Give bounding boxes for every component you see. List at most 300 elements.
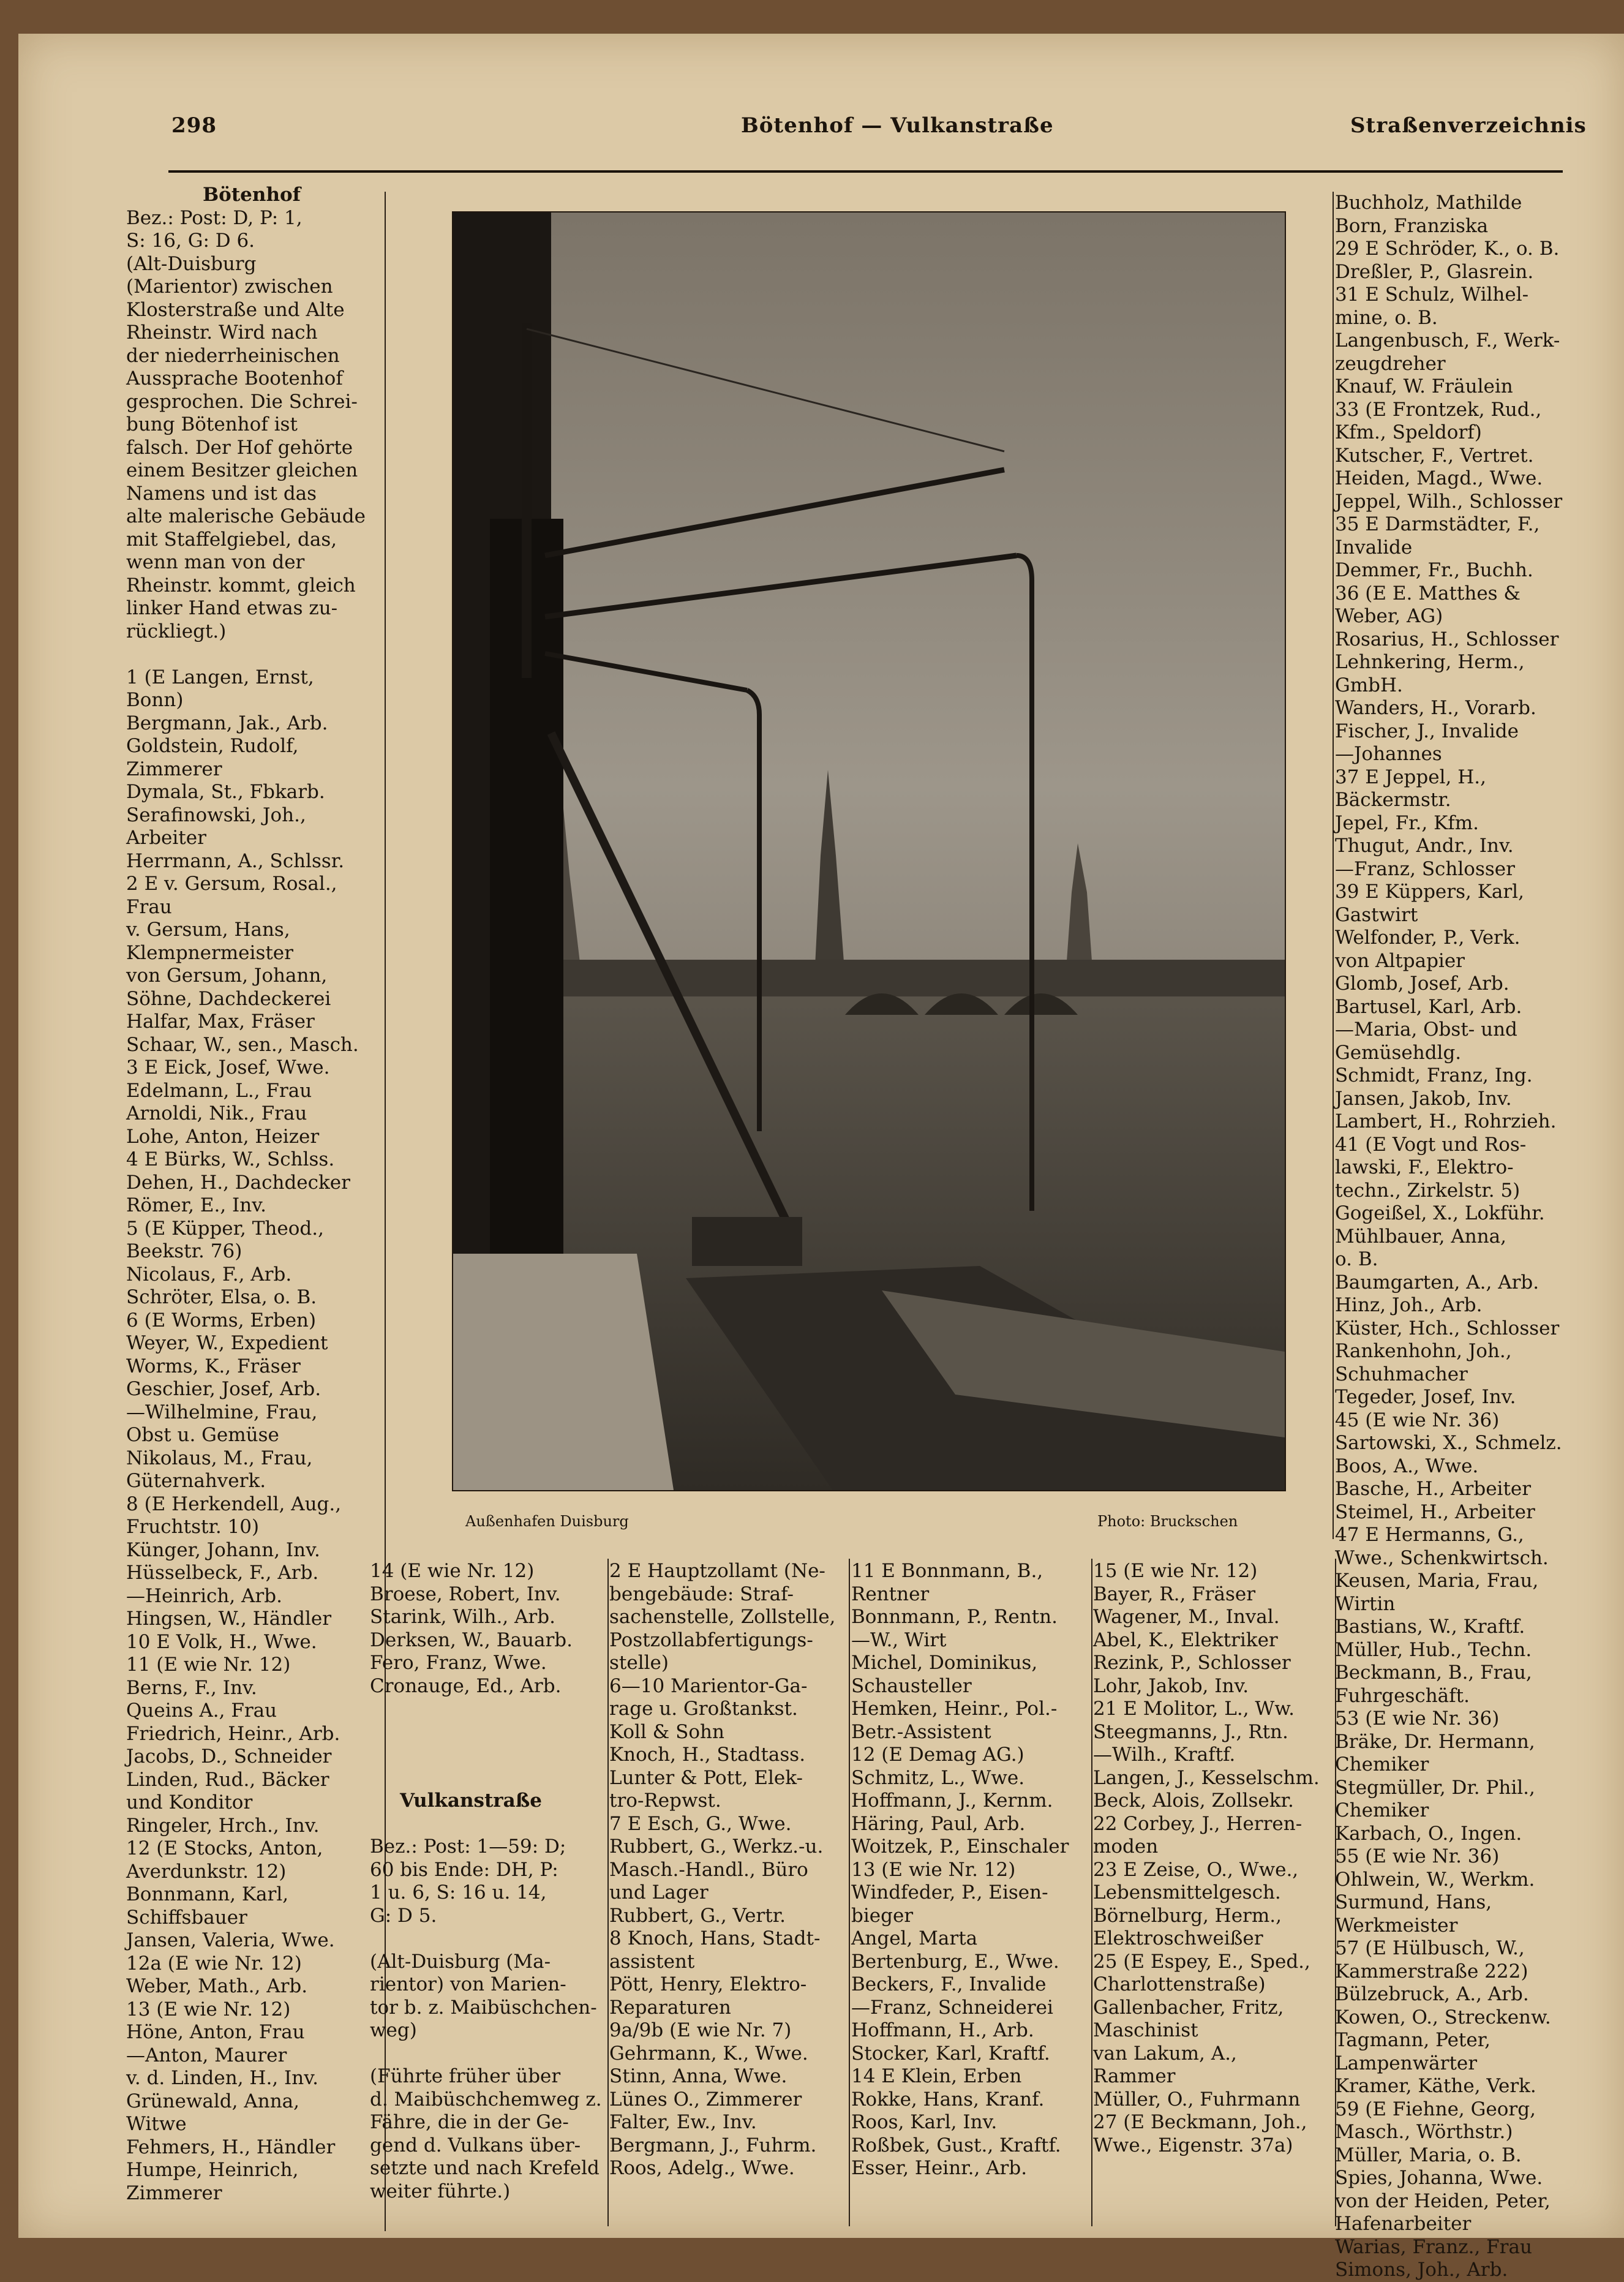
directory-line: 11 (E wie Nr. 12) [126, 1654, 291, 1676]
directory-line [370, 1813, 572, 1836]
directory-line: Lampenwärter [1335, 2052, 1478, 2074]
directory-line: 37 E Jeppel, H., [1335, 766, 1486, 788]
directory-line: —Wilhelmine, Frau, [126, 1401, 318, 1423]
directory-line: Serafinowski, Joh., [126, 804, 306, 826]
directory-line: Bülzebruck, A., Arb. [1335, 1983, 1529, 2005]
directory-line: techn., Zirkelstr. 5) [1335, 1179, 1521, 1202]
directory-line: 57 (E Hülbusch, W., [1335, 1937, 1525, 1959]
directory-line: Stinn, Anna, Wwe. [609, 2065, 788, 2087]
directory-line: tro-Repwst. [609, 1790, 721, 1812]
directory-line: Demmer, Fr., Buchh. [1335, 559, 1533, 581]
directory-line: Namens und ist das [126, 482, 317, 505]
directory-line: Stegmüller, Dr. Phil., [1335, 1776, 1535, 1799]
directory-line: —W., Wirt [851, 1629, 947, 1651]
directory-line: 10 E Volk, H., Wwe. [126, 1630, 317, 1653]
directory-line [370, 2043, 572, 2066]
directory-line: 11 E Bonnmann, B., [851, 1560, 1043, 1582]
directory-line: Fehmers, H., Händler [126, 2136, 336, 2158]
directory-line: Tagmann, Peter, [1335, 2029, 1491, 2051]
directory-line: rientor) von Marien- [370, 1973, 566, 1995]
directory-line: Rubbert, G., Vertr. [609, 1904, 786, 1927]
directory-line: Hingsen, W., Händler [126, 1608, 332, 1630]
directory-line: Edelmann, L., Frau [126, 1079, 312, 1102]
directory-line: Hafenarbeiter [1335, 2213, 1472, 2235]
directory-line: Reparaturen [609, 1996, 731, 2019]
directory-line: Klosterstraße und Alte [126, 298, 345, 321]
directory-line: Schmitz, L., Wwe. [851, 1766, 1025, 1789]
directory-line: Heiden, Magd., Wwe. [1335, 467, 1543, 489]
directory-line: Lohr, Jakob, Inv. [1093, 1674, 1249, 1697]
directory-line: Hoffmann, H., Arb. [851, 2019, 1034, 2041]
directory-line: Keusen, Maria, Frau, [1335, 1570, 1539, 1592]
directory-line: Humpe, Heinrich, [126, 2159, 299, 2181]
directory-line: Dreßler, P., Glasrein. [1335, 260, 1534, 283]
directory-line [370, 1721, 572, 1744]
directory-line: Rheinstr. kommt, gleich [126, 574, 356, 597]
directory-line: Fruchtstr. 10) [126, 1516, 260, 1538]
directory-line: —Franz, Schlosser [1335, 857, 1515, 880]
directory-line: 59 (E Fiehne, Georg, [1335, 2098, 1536, 2120]
directory-line: 23 E Zeise, O., Wwe., [1093, 1858, 1299, 1881]
directory-line: Steegmanns, J., Rtn. [1093, 1720, 1288, 1743]
directory-line: 55 (E wie Nr. 36) [1335, 1845, 1500, 1867]
column-vulkanstrasse-4 [1335, 192, 1604, 2281]
column-divider [849, 1559, 850, 2226]
directory-line: Lehnkering, Herm., [1335, 651, 1525, 673]
directory-line: bengebäude: Straf- [609, 1583, 794, 1605]
directory-line: —Franz, Schneiderei [851, 1996, 1053, 2019]
directory-line: 22 Corbey, J., Herren- [1093, 1812, 1303, 1835]
directory-line: 9a/9b (E wie Nr. 7) [609, 2019, 792, 2041]
directory-line: bieger [851, 1904, 914, 1927]
directory-line: 8 (E Herkendell, Aug., [126, 1493, 342, 1515]
directory-line: Jepel, Fr., Kfm. [1335, 812, 1479, 834]
directory-line: gend d. Vulkans über- [370, 2134, 581, 2156]
directory-line: 2 E v. Gersum, Rosal., [126, 873, 337, 895]
directory-line: 8 Knoch, Hans, Stadt- [609, 1927, 821, 1949]
directory-line: GmbH. [1335, 674, 1403, 696]
directory-line: sachenstelle, Zollstelle, [609, 1606, 836, 1628]
directory-line: Wirtin [1335, 1592, 1396, 1615]
directory-line: mit Staffelgiebel, das, [126, 528, 337, 551]
directory-line: 21 E Molitor, L., Ww. [1093, 1698, 1295, 1720]
directory-line: 14 (E wie Nr. 12) [370, 1560, 535, 1582]
directory-line: Söhne, Dachdeckerei [126, 987, 331, 1010]
directory-line: 33 (E Frontzek, Rud., [1335, 398, 1542, 421]
directory-line: Müller, Hub., Techn. [1335, 1638, 1532, 1661]
directory-line: Bastians, W., Kraftf. [1335, 1616, 1525, 1638]
directory-line: Beck, Alois, Zollsekr. [1093, 1790, 1294, 1812]
directory-line: Masch., Wörthstr.) [1335, 2121, 1513, 2143]
directory-line [370, 1767, 572, 1790]
directory-line: tor b. z. Maibüschchen- [370, 1996, 597, 2019]
directory-line: Weber, Math., Arb. [126, 1975, 308, 1997]
directory-line: Cronauge, Ed., Arb. [370, 1674, 562, 1697]
directory-line: Bez.: Post: D, P: 1, [126, 206, 303, 229]
directory-line: Gallenbacher, Fritz, [1093, 1996, 1284, 2019]
directory-line: Arbeiter [126, 827, 206, 849]
directory-line: Beckmann, B., Frau, [1335, 1662, 1532, 1684]
directory-line: Schmidt, Franz, Ing. [1335, 1064, 1533, 1086]
directory-line: Surmund, Hans, [1335, 1891, 1492, 1913]
directory-line: Schausteller [851, 1674, 972, 1697]
directory-line: Rubbert, G., Werkz.-u. [609, 1836, 824, 1858]
directory-line: Kowen, O., Streckenw. [1335, 2006, 1551, 2028]
directory-line: Steimel, H., Arbeiter [1335, 1501, 1535, 1523]
directory-line: Bez.: Post: 1—59: D; [370, 1836, 566, 1858]
directory-line: Bonnmann, Karl, [126, 1883, 289, 1905]
directory-line: Bonnmann, P., Rentn. [851, 1606, 1058, 1628]
directory-line: —Anton, Maurer [126, 2044, 287, 2066]
directory-line: Postzollabfertigungs- [609, 1629, 813, 1651]
directory-line: Kutscher, F., Vertret. [1335, 444, 1534, 467]
directory-line: Berns, F., Inv. [126, 1676, 257, 1699]
directory-line: Hinz, Joh., Arb. [1335, 1294, 1483, 1316]
directory-line: Glomb, Josef, Arb. [1335, 973, 1509, 995]
directory-line: Wanders, H., Vorarb. [1335, 697, 1536, 719]
directory-line: Falter, Ew., Inv. [609, 2111, 757, 2133]
directory-line: und Lager [609, 1881, 709, 1904]
photo-credit: Photo: Bruckschen [1097, 1513, 1238, 1530]
directory-line: Hoffmann, J., Kernm. [851, 1790, 1053, 1812]
directory-line: Küster, Hch., Schlosser [1335, 1317, 1560, 1339]
directory-line: Goldstein, Rudolf, [126, 735, 299, 757]
directory-line: bung Bötenhof ist [126, 413, 298, 435]
directory-line: Tegeder, Josef, Inv. [1335, 1386, 1516, 1408]
directory-line [126, 643, 377, 666]
directory-line: Beekstr. 76) [126, 1240, 242, 1262]
directory-line: Vulkanstraße [400, 1790, 542, 1812]
directory-line: Bayer, R., Fräser [1093, 1583, 1256, 1605]
directory-line: Nicolaus, F., Arb. [126, 1263, 292, 1286]
directory-line: Kramer, Käthe, Verk. [1335, 2075, 1536, 2097]
column-vulkanstrasse-1 [609, 1560, 845, 2221]
directory-line: Lohe, Anton, Heizer [126, 1125, 320, 1148]
directory-line: gesprochen. Die Schrei- [126, 390, 358, 413]
directory-line: Ringeler, Hrch., Inv. [126, 1814, 320, 1837]
directory-line: stelle) [609, 1652, 669, 1674]
directory-line: Invalide [1335, 536, 1413, 559]
directory-line: Simons, Joh., Arb. [1335, 2259, 1508, 2281]
directory-line: Rentner [851, 1583, 930, 1605]
directory-line: Zimmerer [126, 2182, 222, 2204]
directory-line: Michel, Dominikus, [851, 1652, 1038, 1674]
directory-line: mine, o. B. [1335, 306, 1438, 329]
directory-line: Kammerstraße 222) [1335, 1960, 1528, 1983]
directory-line: Chemiker [1335, 1753, 1429, 1776]
directory-line: Bergmann, Jak., Arb. [126, 712, 328, 734]
directory-line: 12 (E Stocks, Anton, [126, 1837, 323, 1859]
directory-line: Halfar, Max, Fräser [126, 1011, 315, 1033]
directory-line: —Heinrich, Arb. [126, 1584, 282, 1607]
directory-line: v. Gersum, Hans, [126, 919, 290, 941]
directory-line: Fähre, die in der Ge- [370, 2111, 569, 2133]
directory-line: —Maria, Obst- und [1335, 1019, 1517, 1041]
directory-line: Boos, A., Wwe. [1335, 1455, 1479, 1477]
directory-line: linker Hand etwas zu- [126, 597, 338, 619]
directory-line: Fero, Franz, Wwe. [370, 1652, 547, 1674]
directory-line: Wwe., Schenkwirtsch. [1335, 1546, 1549, 1569]
directory-line: 15 (E wie Nr. 12) [1093, 1560, 1258, 1582]
directory-line: Mühlbauer, Anna, [1335, 1225, 1506, 1248]
column-vulkanstrasse-3 [1093, 1560, 1335, 2221]
directory-line: 6—10 Marientor-Ga- [609, 1674, 808, 1697]
directory-line: Rezink, P., Schlosser [1093, 1652, 1291, 1674]
directory-line: Rheinstr. Wird nach [126, 322, 318, 344]
directory-line: (Marientor) zwischen [126, 276, 333, 298]
directory-line: Klempnermeister [126, 941, 293, 964]
directory-line: Geschier, Josef, Arb. [126, 1378, 321, 1400]
directory-line: Gemüsehdlg. [1335, 1041, 1462, 1064]
directory-line: Lebensmittelgesch. [1093, 1881, 1281, 1904]
directory-line: Masch.-Handl., Büro [609, 1858, 808, 1881]
directory-line: Warias, Franz., Frau [1335, 2235, 1532, 2258]
directory-line: setzte und nach Krefeld [370, 2157, 600, 2179]
directory-line: Angel, Marta [851, 1927, 978, 1949]
directory-line: 47 E Hermanns, G., [1335, 1524, 1524, 1546]
directory-line: (Alt-Duisburg [126, 252, 257, 275]
directory-line: 39 E Küppers, Karl, [1335, 881, 1524, 903]
directory-line: 35 E Darmstädter, F., [1335, 513, 1540, 535]
directory-line: d. Maibüschchemweg z. [370, 2088, 602, 2111]
photo-caption: Außenhafen Duisburg [465, 1513, 629, 1530]
directory-line: Dymala, St., Fbkarb. [126, 781, 325, 803]
directory-line: Jansen, Valeria, Wwe. [126, 1929, 335, 1951]
directory-line: Schaar, W., sen., Masch. [126, 1033, 359, 1056]
directory-line: 13 (E wie Nr. 12) [126, 1998, 291, 2020]
directory-line: Fischer, J., Invalide [1335, 720, 1519, 742]
directory-line: Rokke, Hans, Kranf. [851, 2088, 1045, 2111]
directory-line: Averdunkstr. 12) [126, 1860, 287, 1883]
directory-line: Wwe., Eigenstr. 37a) [1093, 2134, 1293, 2156]
directory-line: o. B. [1335, 1248, 1378, 1270]
directory-line: Bötenhof [202, 184, 301, 206]
directory-line: Ohlwein, W., Werkm. [1335, 1868, 1535, 1891]
directory-line: Häring, Paul, Arb. [851, 1812, 1026, 1835]
directory-line: Frau [126, 895, 172, 918]
directory-line: assistent [609, 1950, 695, 1973]
directory-line: 4 E Bürks, W., Schlss. [126, 1148, 335, 1170]
directory-line: 27 (E Beckmann, Joh., [1093, 2111, 1307, 2133]
directory-line: Bäckermstr. [1335, 789, 1451, 811]
directory-line: Thugut, Andr., Inv. [1335, 835, 1514, 857]
directory-line: Weyer, W., Expedient [126, 1332, 328, 1354]
directory-line: 12a (E wie Nr. 12) [126, 1952, 302, 1975]
directory-line: Queins A., Frau [126, 1700, 277, 1722]
directory-line: (Alt-Duisburg (Ma- [370, 1950, 551, 1973]
directory-line: zeugdreher [1335, 352, 1446, 375]
directory-line: Grünewald, Anna, [126, 2090, 299, 2112]
directory-line: 1 (E Langen, Ernst, [126, 666, 314, 688]
directory-line: Jansen, Jakob, Inv. [1335, 1087, 1512, 1110]
directory-line: Maschinist [1093, 2019, 1198, 2041]
directory-line: 36 (E E. Matthes & [1335, 582, 1521, 604]
directory-line: Höne, Anton, Frau [126, 2021, 305, 2043]
directory-line: Charlottenstraße) [1093, 1973, 1266, 1995]
directory-line: einem Besitzer gleichen [126, 459, 358, 481]
directory-line: 14 E Klein, Erben [851, 2065, 1022, 2087]
header-rule [168, 170, 1563, 173]
directory-line: Esser, Heinr., Arb. [851, 2157, 1028, 2179]
directory-line: alte malerische Gebäude [126, 505, 366, 527]
directory-line: Broese, Robert, Inv. [370, 1583, 561, 1605]
directory-line: Dehen, H., Dachdecker [126, 1171, 350, 1194]
directory-line: 31 E Schulz, Wilhel- [1335, 284, 1529, 306]
directory-line: Aussprache Bootenhof [126, 367, 343, 390]
directory-line: Gogeißel, X., Lokführ. [1335, 1202, 1545, 1224]
directory-line: 60 bis Ende: DH, P: [370, 1858, 558, 1881]
directory-line: 45 (E wie Nr. 36) [1335, 1409, 1500, 1431]
directory-line: Gastwirt [1335, 903, 1418, 926]
directory-line: 7 E Esch, G., Wwe. [609, 1812, 792, 1835]
directory-line: —Johannes [1335, 743, 1442, 765]
directory-line: rage u. Großtankst. [609, 1698, 798, 1720]
directory-line: Rammer [1093, 2065, 1176, 2087]
directory-line: Langen, J., Kesselschm. [1093, 1766, 1320, 1789]
directory-line: Fuhrgeschäft. [1335, 1684, 1470, 1707]
directory-line: Knauf, W. Fräulein [1335, 375, 1513, 397]
directory-line: falsch. Der Hof gehörte [126, 436, 353, 459]
directory-line: Bräke, Dr. Hermann, [1335, 1730, 1535, 1753]
directory-line: Derksen, W., Bauarb. [370, 1629, 573, 1651]
column-divider [607, 1559, 609, 2226]
directory-line: Müller, O., Fuhrmann [1093, 2088, 1301, 2111]
directory-line: Knoch, H., Stadtass. [609, 1744, 806, 1766]
directory-line: Spies, Johanna, Wwe. [1335, 2167, 1543, 2189]
directory-line: Bonn) [126, 689, 184, 711]
directory-line: Kfm., Speldorf) [1335, 421, 1482, 443]
directory-line: 41 (E Vogt und Ros- [1335, 1133, 1527, 1156]
directory-line: Schiffsbauer [126, 1906, 247, 1929]
directory-line: Hüsselbeck, F., Arb. [126, 1562, 319, 1584]
directory-line: Starink, Wilh., Arb. [370, 1606, 555, 1628]
column-vulkanstrasse-2 [851, 1560, 1090, 2221]
directory-line: Lambert, H., Rohrzieh. [1335, 1110, 1557, 1132]
directory-line: v. d. Linden, H., Inv. [126, 2067, 318, 2089]
directory-line: Friedrich, Heinr., Arb. [126, 1722, 340, 1745]
directory-line: Stocker, Karl, Kraftf. [851, 2042, 1050, 2065]
directory-line: Künger, Johann, Inv. [126, 1538, 320, 1561]
page-title: Bötenhof — Vulkanstraße [741, 113, 1054, 138]
directory-line: Arnoldi, Nik., Frau [126, 1102, 307, 1124]
directory-line: Schröter, Elsa, o. B. [126, 1286, 317, 1308]
directory-line: Bergmann, J., Fuhrm. [609, 2134, 817, 2156]
directory-line: Jacobs, D., Schneider [126, 1745, 332, 1768]
directory-line: von Altpapier [1335, 949, 1465, 972]
directory-line: von der Heiden, Peter, [1335, 2190, 1551, 2212]
directory-line: Welfonder, P., Verk. [1335, 927, 1521, 949]
directory-line: der niederrheinischen [126, 344, 340, 367]
directory-line: 13 (E wie Nr. 12) [851, 1858, 1016, 1881]
directory-line: Römer, E., Inv. [126, 1194, 266, 1216]
directory-line: Basche, H., Arbeiter [1335, 1478, 1532, 1500]
directory-line: Weber, AG) [1335, 605, 1443, 627]
page-number: 298 [171, 113, 217, 138]
directory-line: 53 (E wie Nr. 36) [1335, 1708, 1500, 1730]
directory-line [370, 1744, 572, 1767]
directory-line: van Lakum, A., [1093, 2042, 1237, 2065]
directory-line: 29 E Schröder, K., o. B. [1335, 238, 1560, 260]
column-divider [1091, 1559, 1092, 2226]
directory-line: Güternahverk. [126, 1470, 266, 1492]
directory-line: Bartusel, Karl, Arb. [1335, 995, 1522, 1018]
directory-line: Roos, Karl, Inv. [851, 2111, 998, 2133]
directory-line: Roos, Adelg., Wwe. [609, 2157, 795, 2179]
directory-line: G: D 5. [370, 1904, 437, 1927]
directory-line: Windfeder, P., Eisen- [851, 1881, 1048, 1904]
column-divider [1333, 192, 1334, 1539]
directory-line [370, 1927, 572, 1951]
directory-line: Rosarius, H., Schlosser [1335, 628, 1559, 650]
directory-line: Witwe [126, 2113, 187, 2135]
directory-line: 3 E Eick, Josef, Wwe. [126, 1056, 330, 1079]
directory-line: 25 (E Espey, E., Sped., [1093, 1950, 1310, 1973]
directory-line: Betr.-Assistent [851, 1720, 991, 1743]
directory-line: lawski, F., Elektro- [1335, 1156, 1514, 1178]
directory-line: Abel, K., Elektriker [1093, 1629, 1278, 1651]
directory-line: von Gersum, Johann, [126, 965, 328, 987]
directory-line: Linden, Rud., Bäcker [126, 1768, 329, 1791]
directory-line: 2 E Hauptzollamt (Ne- [609, 1560, 825, 1582]
column-boetenhof [126, 184, 377, 2229]
directory-line: Beckers, F., Invalide [851, 1973, 1047, 1995]
harbour-photo [452, 211, 1286, 1491]
directory-line: Elektroschweißer [1093, 1927, 1263, 1949]
directory-line: Schuhmacher [1335, 1363, 1468, 1385]
directory-line: —Wilh., Kraftf. [1093, 1744, 1236, 1766]
directory-line: Worms, K., Fräser [126, 1355, 301, 1377]
directory-line: weiter führte.) [370, 2180, 511, 2202]
directory-line: Roßbek, Gust., Kraftf. [851, 2134, 1061, 2156]
directory-line: Werkmeister [1335, 1914, 1458, 1937]
column-boetenhof-cont [370, 1560, 602, 2221]
directory-line: Müller, Maria, o. B. [1335, 2144, 1522, 2166]
directory-line: wenn man von der [126, 551, 305, 573]
directory-line: Langenbusch, F., Werk- [1335, 329, 1560, 352]
directory-line: rückliegt.) [126, 620, 227, 642]
directory-line: 6 (E Worms, Erben) [126, 1309, 317, 1331]
directory-line: Herrmann, A., Schlssr. [126, 849, 345, 872]
directory-line: Gehrmann, K., Wwe. [609, 2042, 808, 2065]
directory-line: Pött, Henry, Elektro- [609, 1973, 807, 1995]
directory-line: Nikolaus, M., Frau, [126, 1447, 313, 1469]
directory-line: Bertenburg, E., Wwe. [851, 1950, 1059, 1973]
directory-page [18, 34, 1624, 2281]
directory-line: Rankenhohn, Joh., [1335, 1340, 1512, 1362]
directory-line: Lünes O., Zimmerer [609, 2088, 802, 2111]
directory-line: (Führte früher über [370, 2065, 561, 2087]
directory-line: Börnelburg, Herm., [1093, 1904, 1282, 1927]
directory-line [370, 1698, 572, 1721]
directory-line: Baumgarten, A., Arb. [1335, 1271, 1539, 1294]
directory-line: Sartowski, X., Schmelz. [1335, 1432, 1562, 1454]
directory-line: 5 (E Küpper, Theod., [126, 1217, 324, 1240]
directory-line: 1 u. 6, S: 16 u. 14, [370, 1881, 547, 1904]
section-title: Straßenverzeichnis [1350, 113, 1587, 138]
harbour-photo-image [453, 213, 1285, 1490]
directory-line: Obst u. Gemüse [126, 1424, 279, 1446]
directory-line: Woitzek, P., Einschaler [851, 1836, 1069, 1858]
directory-line: Buchholz, Mathilde [1335, 192, 1522, 214]
directory-line: Jeppel, Wilh., Schlosser [1335, 490, 1563, 513]
directory-line: Hemken, Heinr., Pol.- [851, 1698, 1058, 1720]
directory-line: S: 16, G: D 6. [126, 230, 255, 252]
directory-line: 12 (E Demag AG.) [851, 1744, 1024, 1766]
directory-line: moden [1093, 1836, 1159, 1858]
directory-line: Zimmerer [126, 758, 222, 780]
directory-line: Lunter & Pott, Elek- [609, 1766, 803, 1789]
directory-line: Born, Franziska [1335, 214, 1489, 237]
